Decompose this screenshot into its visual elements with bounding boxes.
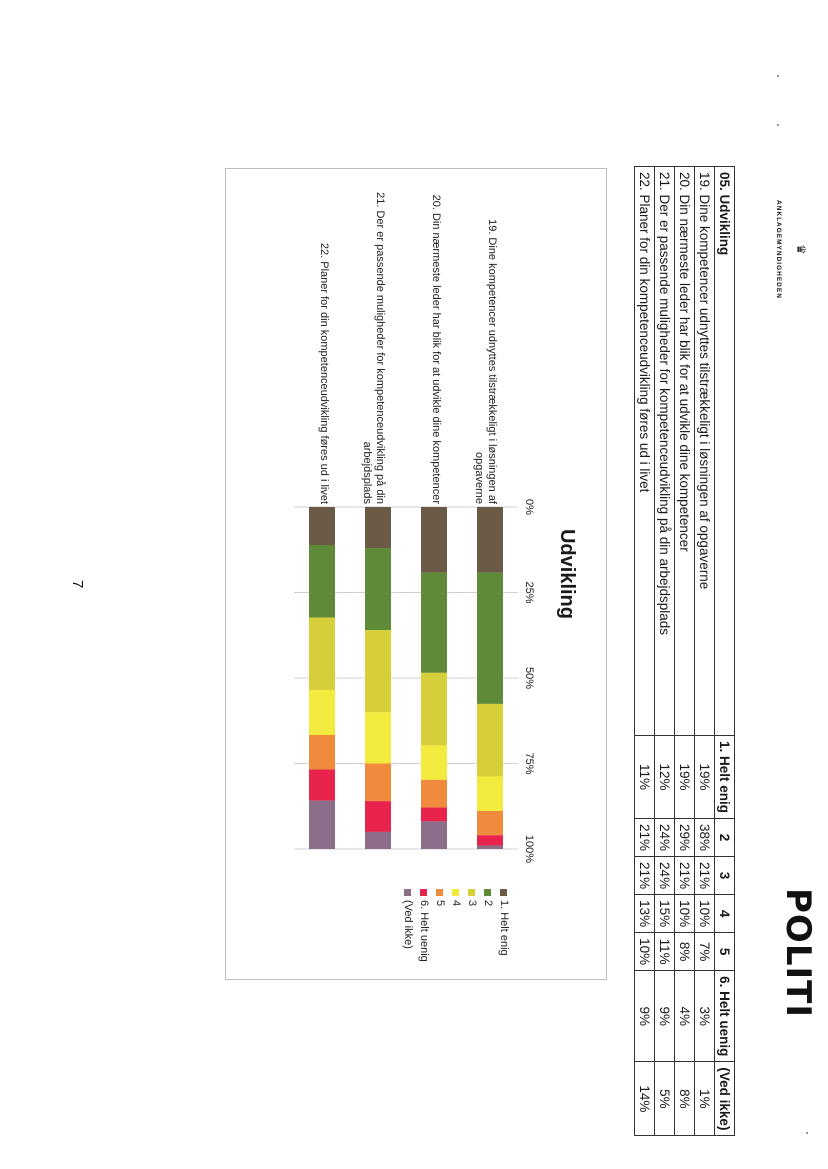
legend-item bbox=[498, 889, 510, 956]
legend-item bbox=[434, 889, 446, 906]
value-cell: 21% bbox=[695, 857, 715, 895]
value-cell: 21% bbox=[635, 819, 655, 857]
legend-item bbox=[418, 889, 430, 962]
bar-segment bbox=[477, 846, 503, 849]
bar-segment bbox=[365, 630, 391, 712]
bar-segment bbox=[477, 835, 503, 845]
category-label: 21. Der er passende muligheder for kompetenceudvikling på din arbejdsplads bbox=[361, 192, 386, 504]
legend-label: 3 bbox=[466, 900, 478, 907]
bar-segment bbox=[365, 832, 391, 849]
bar-segment bbox=[477, 811, 503, 835]
legend-item bbox=[402, 889, 414, 949]
question-cell: 21. Der er passende muligheder for kompetenceudvikling på din arbejdsplads bbox=[655, 167, 675, 736]
value-cell: 10% bbox=[675, 895, 695, 933]
legend-label: 1. Helt enig bbox=[498, 900, 510, 956]
bar-segment bbox=[421, 780, 447, 808]
column-header: 2 bbox=[715, 819, 735, 857]
value-cell: 4% bbox=[675, 971, 695, 1062]
crown-icon: ♛ bbox=[794, 244, 808, 255]
legend-item bbox=[450, 889, 462, 906]
question-cell: 22. Planer for din kompetenceudvikling føres ud i livet bbox=[635, 167, 655, 736]
value-cell: 24% bbox=[655, 819, 675, 857]
value-cell: 9% bbox=[635, 971, 655, 1062]
column-header: (Ved ikke) bbox=[715, 1062, 735, 1136]
table-row bbox=[655, 167, 675, 1136]
section-title: 05. Udvikling bbox=[715, 167, 735, 736]
question-cell: 19. Dine kompetencer udnyttes tilstrækkeligt i løsningen af opgaverne bbox=[695, 167, 715, 736]
bar-segment bbox=[365, 801, 391, 832]
value-cell: 29% bbox=[675, 819, 695, 857]
legend-swatch bbox=[421, 889, 428, 896]
value-cell: 12% bbox=[655, 736, 675, 819]
value-cell: 9% bbox=[655, 971, 675, 1062]
chart-frame bbox=[225, 168, 607, 980]
value-cell: 21% bbox=[675, 857, 695, 895]
table-header-row bbox=[715, 167, 735, 1136]
legend-label: 4 bbox=[450, 900, 462, 907]
bar-segment bbox=[421, 821, 447, 849]
legend-item bbox=[482, 889, 494, 906]
stacked-bar-chart bbox=[226, 169, 606, 979]
value-cell: 15% bbox=[655, 895, 675, 933]
chart-title: Udvikling bbox=[556, 528, 578, 619]
bar-segment bbox=[477, 776, 503, 811]
politi-logo bbox=[780, 888, 816, 1018]
value-cell: 10% bbox=[635, 933, 655, 971]
bar-segment bbox=[421, 573, 447, 673]
bar-segment bbox=[421, 745, 447, 780]
legend-swatch bbox=[453, 889, 460, 896]
legend-label: (Ved ikke) bbox=[402, 900, 414, 949]
column-header: 6. Helt uenig bbox=[715, 971, 735, 1062]
value-cell: 7% bbox=[695, 933, 715, 971]
column-header: 4 bbox=[715, 895, 735, 933]
legend-label: 6. Helt uenig bbox=[418, 900, 430, 962]
bar-segment bbox=[365, 548, 391, 630]
value-cell: 10% bbox=[695, 895, 715, 933]
table-row bbox=[695, 167, 715, 1136]
logo-word: POLITI bbox=[778, 888, 818, 1018]
page-number: 7 bbox=[69, 580, 86, 589]
bar-segment bbox=[309, 507, 335, 545]
x-tick-label: 50% bbox=[523, 666, 535, 690]
legend-item bbox=[466, 889, 478, 906]
logo-subtitle: ANKLAGEMYNDIGHEDEN bbox=[775, 200, 782, 299]
category-label: 20. Din nærmeste leder har blik for at udvikle dine kompetencer bbox=[430, 194, 442, 504]
legend-swatch bbox=[437, 889, 444, 896]
bar-segment bbox=[421, 673, 447, 746]
bar-segment bbox=[477, 573, 503, 704]
bar-segment bbox=[309, 770, 335, 801]
bar-segment bbox=[477, 507, 503, 573]
value-cell: 8% bbox=[675, 933, 695, 971]
value-cell: 24% bbox=[655, 857, 675, 895]
bar-segment bbox=[309, 735, 335, 770]
value-cell: 38% bbox=[695, 819, 715, 857]
column-header: 3 bbox=[715, 857, 735, 895]
legend-swatch bbox=[405, 889, 412, 896]
bar-segment bbox=[365, 712, 391, 763]
x-tick-label: 100% bbox=[523, 834, 535, 864]
value-cell: 13% bbox=[635, 895, 655, 933]
value-cell: 1% bbox=[695, 1062, 715, 1136]
bar-segment bbox=[309, 618, 335, 691]
bar-segment bbox=[365, 764, 391, 802]
legend-label: 5 bbox=[434, 900, 446, 907]
bar-segment bbox=[309, 690, 335, 735]
column-header: 1. Helt enig bbox=[715, 736, 735, 819]
category-label: 22. Planer for din kompetenceudvikling føres ud i livet bbox=[318, 242, 330, 504]
value-cell: 19% bbox=[675, 736, 695, 819]
value-cell: 8% bbox=[675, 1062, 695, 1136]
category-label: 19. Dine kompetencer udnyttes tilstrækkeligt i løsningen af opgaverne bbox=[473, 219, 498, 504]
x-tick-label: 25% bbox=[523, 581, 535, 604]
x-tick-label: 75% bbox=[523, 752, 535, 775]
value-cell: 11% bbox=[655, 933, 675, 971]
bar-segment bbox=[309, 545, 335, 618]
bar-segment bbox=[477, 704, 503, 777]
bar-segment bbox=[309, 801, 335, 849]
bar-segment bbox=[365, 507, 391, 548]
scan-speck bbox=[777, 124, 779, 126]
results-table bbox=[634, 166, 735, 1136]
scan-speck bbox=[806, 1132, 808, 1134]
question-cell: 20. Din nærmeste leder har blik for at udvikle dine kompetencer bbox=[675, 167, 695, 736]
table-row bbox=[635, 167, 655, 1136]
table-row bbox=[675, 167, 695, 1136]
value-cell: 5% bbox=[655, 1062, 675, 1136]
scan-speck bbox=[777, 75, 779, 77]
legend-swatch bbox=[485, 889, 492, 896]
legend-swatch bbox=[501, 889, 508, 896]
column-header: 5 bbox=[715, 933, 735, 971]
value-cell: 11% bbox=[635, 736, 655, 819]
value-cell: 3% bbox=[695, 971, 715, 1062]
legend-label: 2 bbox=[482, 900, 494, 907]
value-cell: 19% bbox=[695, 736, 715, 819]
legend-swatch bbox=[469, 889, 476, 896]
bar-segment bbox=[421, 507, 447, 573]
x-tick-label: 0% bbox=[523, 499, 535, 515]
value-cell: 21% bbox=[635, 857, 655, 895]
bar-segment bbox=[421, 808, 447, 822]
value-cell: 14% bbox=[635, 1062, 655, 1136]
